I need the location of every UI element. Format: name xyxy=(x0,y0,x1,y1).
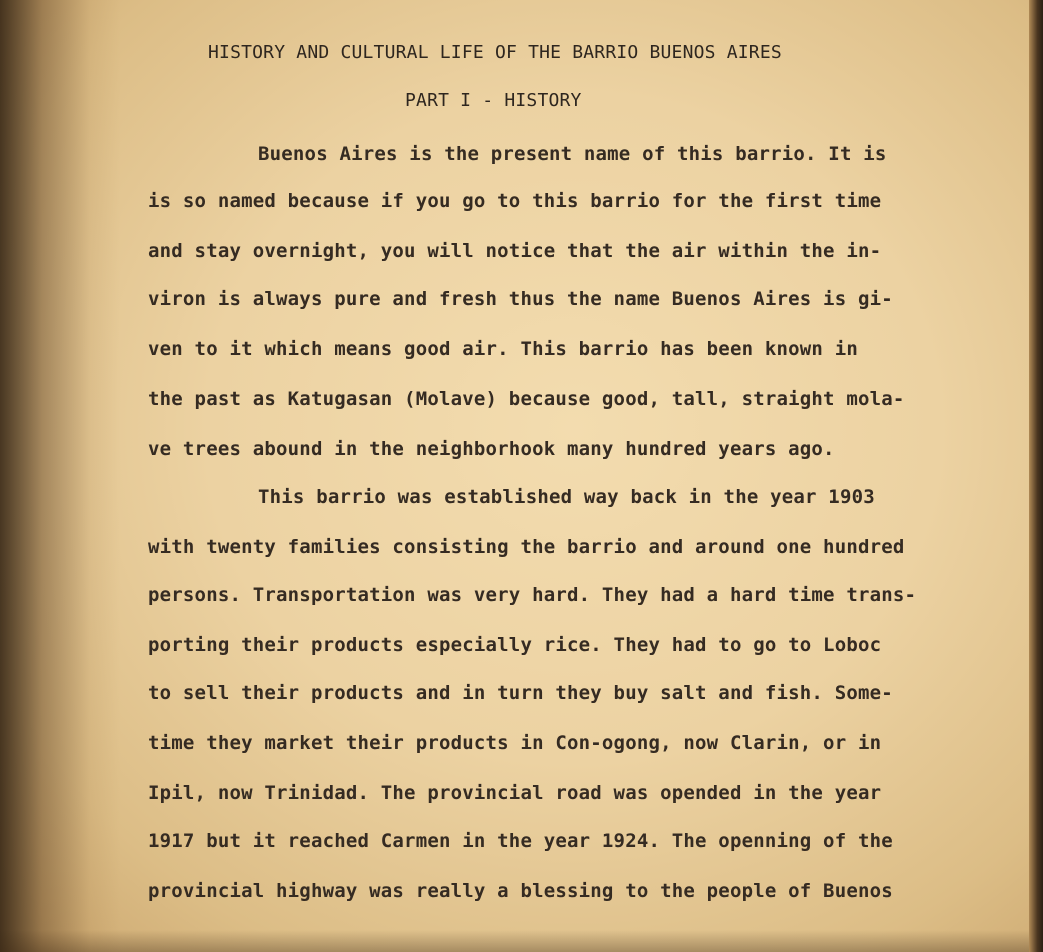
text-line: Ipil, now Trinidad. The provincial road was opended in the year xyxy=(148,782,882,804)
text-line: the past as Katugasan (Molave) because good, tall, straight mola- xyxy=(148,388,905,410)
text-line: porting their products especially rice. They had to go to Loboc xyxy=(148,634,882,656)
text-line: Buenos Aires is the present name of this barrio. It is xyxy=(258,143,887,165)
text-line: to sell their products and in turn they buy salt and fish. Some- xyxy=(148,682,893,704)
text-line: is so named because if you go to this barrio for the first time xyxy=(148,190,882,212)
text-line: ve trees abound in the neighborhook many hundred years ago. xyxy=(148,438,835,460)
text-line: time they market their products in Con-ogong, now Clarin, or in xyxy=(148,732,882,754)
text-line: with twenty families consisting the barrio and around one hundred xyxy=(148,536,905,558)
document-title: HISTORY AND CULTURAL LIFE OF THE BARRIO BUENOS AIRES xyxy=(208,42,782,63)
text-line: 1917 but it reached Carmen in the year 1924. The openning of the xyxy=(148,830,893,852)
text-line: provincial highway was really a blessing to the people of Buenos xyxy=(148,880,893,902)
text-line: ven to it which means good air. This barrio has been known in xyxy=(148,338,858,360)
text-line: and stay overnight, you will notice that the air within the in- xyxy=(148,240,882,262)
document-subtitle: PART I - HISTORY xyxy=(405,90,582,111)
text-line: persons. Transportation was very hard. They had a hard time trans- xyxy=(148,584,917,606)
page-bottom-shadow xyxy=(0,930,1043,952)
text-line: viron is always pure and fresh thus the name Buenos Aires is gi- xyxy=(148,288,893,310)
text-line: This barrio was established way back in the year 1903 xyxy=(258,486,875,508)
